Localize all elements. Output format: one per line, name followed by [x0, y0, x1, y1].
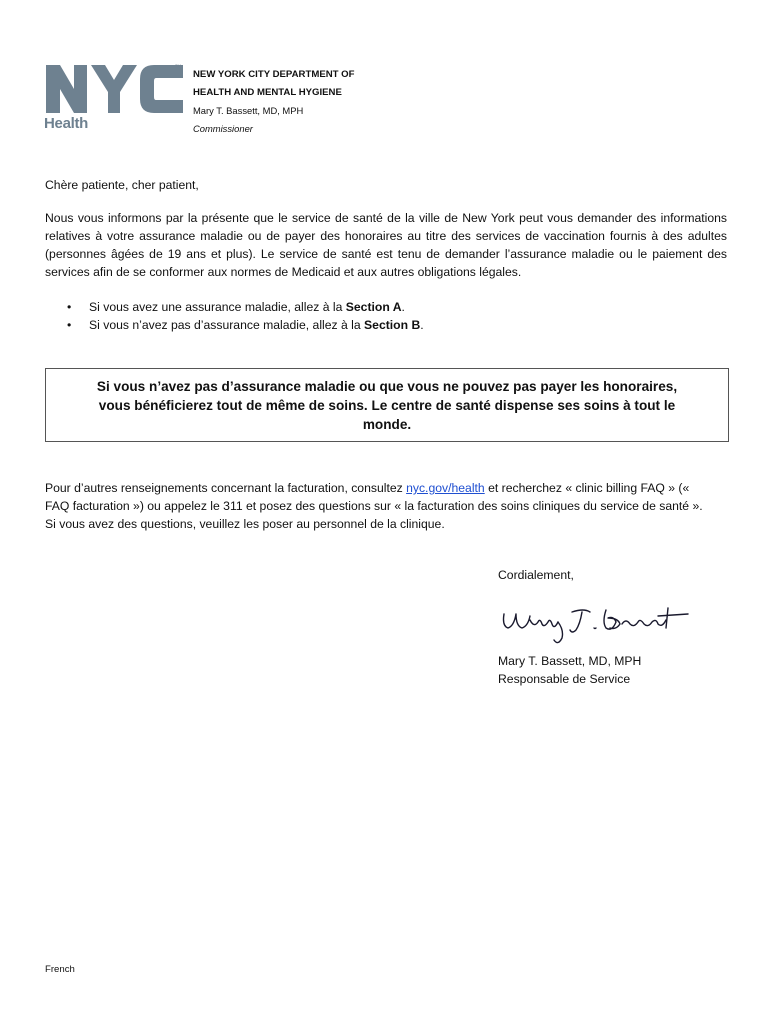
bullet-icon: •	[67, 318, 72, 332]
trademark-symbol: TM	[175, 63, 181, 68]
care-notice-box	[45, 368, 729, 442]
agency-name-line1: NEW YORK CITY DEPARTMENT OF	[193, 69, 355, 80]
salutation: Chère patiente, cher patient,	[45, 178, 199, 192]
signer-name: Mary T. Bassett, MD, MPH	[498, 654, 642, 668]
list-item	[45, 316, 705, 334]
info-text-before: Pour d’autres renseignements concernant la facturation, consultez	[45, 481, 407, 495]
bullet-text: Si vous n’avez pas d’assurance maladie, allez à la	[89, 318, 365, 332]
list-item	[45, 298, 705, 316]
section-bullet-list	[45, 298, 705, 334]
bullet-icon: •	[67, 300, 72, 314]
agency-name-line2: HEALTH AND MENTAL HYGIENE	[193, 87, 342, 98]
handwritten-signature	[498, 600, 693, 650]
bullet-end: .	[401, 300, 405, 314]
signer-title: Responsable de Service	[498, 672, 631, 686]
commissioner-title: Commissioner	[193, 123, 253, 134]
section-a-label: Section A	[345, 300, 402, 314]
info-text-after: et recherchez « clinic billing FAQ » (« FAQ facturation ») ou appelez le 311 et posez des questions sur « la facturation des soins cliniques du service de santé ». Si vous avez des questions, veuillez les poser au personnel de la clinique.	[45, 481, 703, 531]
agency-block	[193, 66, 355, 138]
bullet-text: Si vous avez une assurance maladie, allez à la	[89, 300, 346, 314]
closing: Cordialement,	[498, 568, 574, 582]
logo-health-word: Health	[44, 115, 89, 132]
section-b-label: Section B	[364, 318, 421, 332]
commissioner-name: Mary T. Bassett, MD, MPH	[193, 105, 304, 116]
billing-info-paragraph	[45, 479, 715, 533]
language-label: French	[45, 964, 75, 975]
intro-paragraph: Nous vous informons par la présente que le service de santé de la ville de New York peut vous demander des informations relatives à votre assurance maladie ou de payer des honoraires au titre des services de vaccination fournis à des adultes (personnes âgées de 19 ans et plus). Le service de santé est tenu de demander l’assurance maladie ou le paiement des services afin de se conformer aux normes de Medicaid et aux autres obligations légales.	[45, 211, 727, 279]
nyc-health-link[interactable]: nyc.gov/health	[406, 481, 485, 495]
care-notice-text: Si vous n’avez pas d’assurance maladie ou que vous ne pouvez pas payer les honoraires, vous bénéficierez tout de même de soins. Le centre de santé dispense ses soins à tout le monde.	[96, 378, 678, 432]
bullet-end: .	[420, 318, 424, 332]
